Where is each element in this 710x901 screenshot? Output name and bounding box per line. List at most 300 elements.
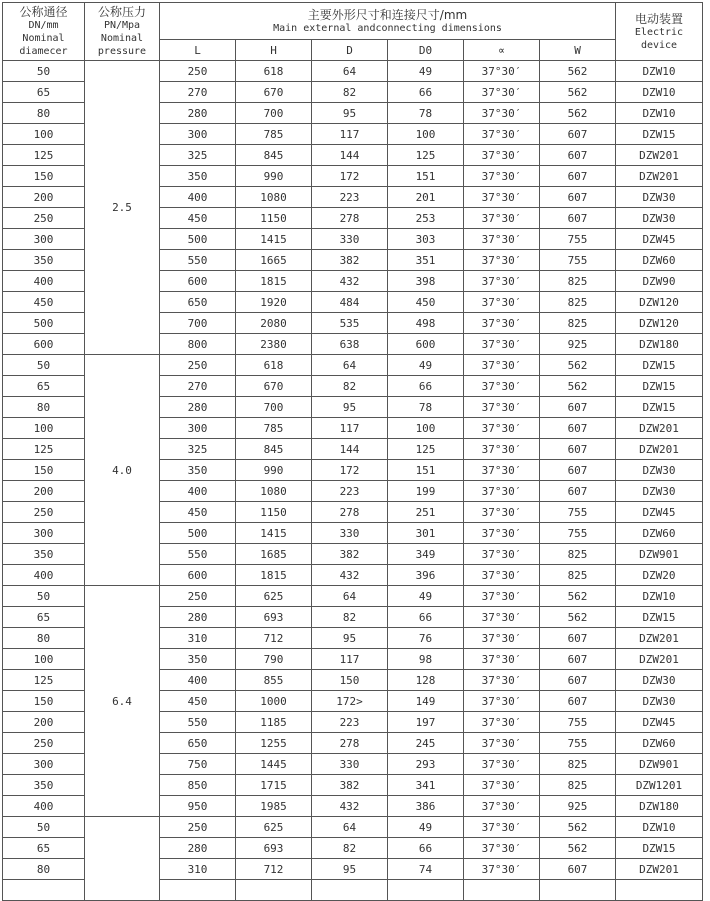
header-pn-unit: PN/Mpa — [103, 20, 141, 31]
cell-d0: 74 — [388, 859, 464, 880]
cell-l: 650 — [160, 292, 236, 313]
cell-h: 1150 — [236, 502, 312, 523]
cell-d: 638 — [312, 334, 388, 355]
cell-w: 607 — [540, 187, 616, 208]
cell-h: 2080 — [236, 313, 312, 334]
cell-l: 280 — [160, 103, 236, 124]
cell-d0: 66 — [388, 607, 464, 628]
cell-d: 82 — [312, 376, 388, 397]
cell-angle: 37°30′ — [464, 544, 540, 565]
table-row — [3, 355, 703, 376]
cell-angle: 37°30′ — [464, 124, 540, 145]
cell-angle: 37°30′ — [464, 229, 540, 250]
cell-h: 1415 — [236, 229, 312, 250]
cell-d0: 351 — [388, 250, 464, 271]
cell-d: 484 — [312, 292, 388, 313]
cell-angle: 37°30′ — [464, 166, 540, 187]
cell-w: 607 — [540, 481, 616, 502]
cell-h: 670 — [236, 82, 312, 103]
cell-d: 278 — [312, 502, 388, 523]
cell-d0: 49 — [388, 355, 464, 376]
cell-angle: 37°30′ — [464, 418, 540, 439]
cell-l: 650 — [160, 733, 236, 754]
cell-dn: 200 — [3, 481, 85, 502]
cell-d: 64 — [312, 586, 388, 607]
cell-dn: 350 — [3, 544, 85, 565]
cell-d: 535 — [312, 313, 388, 334]
cell-device: DZW10 — [616, 817, 703, 838]
cell-device: DZW45 — [616, 229, 703, 250]
cell-w: 755 — [540, 229, 616, 250]
cell-l: 800 — [160, 334, 236, 355]
cell-d0: 450 — [388, 292, 464, 313]
cell-d: 144 — [312, 145, 388, 166]
cell-h: 855 — [236, 670, 312, 691]
cell-device: DZW30 — [616, 460, 703, 481]
cell-angle: 37°30′ — [464, 313, 540, 334]
cell-dn: 350 — [3, 775, 85, 796]
cell-l: 550 — [160, 544, 236, 565]
cell-dn: 50 — [3, 586, 85, 607]
cell-d: 330 — [312, 754, 388, 775]
cell-d: 64 — [312, 355, 388, 376]
cell-dn: 200 — [3, 187, 85, 208]
cell-d0: 498 — [388, 313, 464, 334]
cell-l: 350 — [160, 166, 236, 187]
cell-w: 755 — [540, 250, 616, 271]
cell-h: 1080 — [236, 481, 312, 502]
cell-d0: 66 — [388, 82, 464, 103]
cell-device: DZW90 — [616, 271, 703, 292]
cell-l: 325 — [160, 145, 236, 166]
cell-device: DZW10 — [616, 61, 703, 82]
cell-w: 607 — [540, 124, 616, 145]
cell-w: 607 — [540, 397, 616, 418]
cell-l: 500 — [160, 523, 236, 544]
cell-h: 625 — [236, 586, 312, 607]
cell-dn: 500 — [3, 313, 85, 334]
cell-d: 95 — [312, 859, 388, 880]
cell-device: DZW201 — [616, 859, 703, 880]
cell-dn: 65 — [3, 607, 85, 628]
cell-h: 1000 — [236, 691, 312, 712]
cell-h: 625 — [236, 817, 312, 838]
cell-device: DZW15 — [616, 124, 703, 145]
cell-d0: 151 — [388, 166, 464, 187]
cell-w: 607 — [540, 145, 616, 166]
cell-device: DZW201 — [616, 166, 703, 187]
cell-dn: 65 — [3, 838, 85, 859]
cell-h: 712 — [236, 628, 312, 649]
cell-d0: 251 — [388, 502, 464, 523]
cell-w: 562 — [540, 376, 616, 397]
cell-d: 64 — [312, 61, 388, 82]
cell-w — [540, 880, 616, 901]
cell-h: 1665 — [236, 250, 312, 271]
cell-l: 750 — [160, 754, 236, 775]
cell-w: 755 — [540, 712, 616, 733]
cell-pressure: 2.5 — [85, 61, 160, 355]
cell-device: DZW30 — [616, 481, 703, 502]
cell-d0: 100 — [388, 124, 464, 145]
cell-device: DZW15 — [616, 397, 703, 418]
cell-angle: 37°30′ — [464, 481, 540, 502]
cell-angle: 37°30′ — [464, 628, 540, 649]
cell-dn: 150 — [3, 691, 85, 712]
header-dims-en: Main external andconnecting dimensions — [273, 22, 502, 34]
cell-d0: 245 — [388, 733, 464, 754]
cell-w: 825 — [540, 292, 616, 313]
header-dev-en2: device — [640, 39, 678, 51]
cell-d: 278 — [312, 208, 388, 229]
cell-w: 755 — [540, 733, 616, 754]
cell-angle: 37°30′ — [464, 61, 540, 82]
cell-d: 172 — [312, 460, 388, 481]
cell-dn: 80 — [3, 859, 85, 880]
cell-dn: 250 — [3, 502, 85, 523]
cell-device: DZW901 — [616, 754, 703, 775]
cell-device: DZW15 — [616, 838, 703, 859]
cell-d0: 66 — [388, 838, 464, 859]
cell-l: 300 — [160, 418, 236, 439]
cell-dn: 80 — [3, 103, 85, 124]
cell-device: DZW201 — [616, 418, 703, 439]
cell-device: DZW15 — [616, 607, 703, 628]
cell-angle: 37°30′ — [464, 145, 540, 166]
cell-device: DZW60 — [616, 523, 703, 544]
cell-device: DZW20 — [616, 565, 703, 586]
cell-d0: 49 — [388, 586, 464, 607]
cell-angle: 37°30′ — [464, 565, 540, 586]
cell-dn: 65 — [3, 82, 85, 103]
cell-w: 562 — [540, 61, 616, 82]
cell-dn: 150 — [3, 460, 85, 481]
subheader-d: D — [312, 40, 388, 61]
cell-l: 950 — [160, 796, 236, 817]
cell-d0: 341 — [388, 775, 464, 796]
header-dimensions — [160, 3, 616, 40]
cell-d0: 76 — [388, 628, 464, 649]
cell-angle: 37°30′ — [464, 649, 540, 670]
cell-d: 95 — [312, 628, 388, 649]
cell-d0: 197 — [388, 712, 464, 733]
cell-h: 693 — [236, 607, 312, 628]
cell-angle: 37°30′ — [464, 586, 540, 607]
cell-dn: 200 — [3, 712, 85, 733]
cell-device — [616, 880, 703, 901]
header-dn-zh: 公称通径 — [19, 5, 68, 19]
cell-l: 280 — [160, 607, 236, 628]
cell-dn: 125 — [3, 439, 85, 460]
cell-w: 607 — [540, 649, 616, 670]
cell-d0: 303 — [388, 229, 464, 250]
cell-angle: 37°30′ — [464, 733, 540, 754]
cell-d0: 149 — [388, 691, 464, 712]
cell-d: 64 — [312, 817, 388, 838]
cell-device: DZW120 — [616, 292, 703, 313]
cell-angle: 37°30′ — [464, 103, 540, 124]
cell-d: 150 — [312, 670, 388, 691]
cell-dn: 50 — [3, 61, 85, 82]
cell-d0: 301 — [388, 523, 464, 544]
cell-dn: 100 — [3, 649, 85, 670]
cell-dn: 50 — [3, 355, 85, 376]
cell-l: 270 — [160, 376, 236, 397]
cell-l: 250 — [160, 586, 236, 607]
cell-l: 500 — [160, 229, 236, 250]
cell-d0: 349 — [388, 544, 464, 565]
table-row — [3, 817, 703, 838]
cell-w: 825 — [540, 754, 616, 775]
cell-dn: 80 — [3, 397, 85, 418]
cell-angle: 37°30′ — [464, 250, 540, 271]
cell-angle: 37°30′ — [464, 376, 540, 397]
cell-h: 1415 — [236, 523, 312, 544]
header-dev-en: Electric — [634, 26, 684, 38]
cell-h: 670 — [236, 376, 312, 397]
cell-d: 172 — [312, 166, 388, 187]
cell-d: 82 — [312, 82, 388, 103]
cell-w: 607 — [540, 439, 616, 460]
cell-dn — [3, 880, 85, 901]
cell-w: 607 — [540, 691, 616, 712]
cell-dn: 400 — [3, 565, 85, 586]
cell-w: 755 — [540, 523, 616, 544]
cell-h: 1080 — [236, 187, 312, 208]
header-nominal-pressure — [85, 3, 160, 61]
cell-angle: 37°30′ — [464, 502, 540, 523]
cell-l: 300 — [160, 124, 236, 145]
header-electric-device — [616, 3, 703, 61]
cell-device: DZW180 — [616, 334, 703, 355]
cell-d: 223 — [312, 712, 388, 733]
cell-h: 1445 — [236, 754, 312, 775]
cell-d: 117 — [312, 418, 388, 439]
header-pn-zh: 公称压力 — [97, 5, 146, 19]
cell-angle: 37°30′ — [464, 82, 540, 103]
cell-angle: 37°30′ — [464, 397, 540, 418]
cell-angle: 37°30′ — [464, 523, 540, 544]
cell-d0 — [388, 880, 464, 901]
cell-dn: 50 — [3, 817, 85, 838]
cell-h: 990 — [236, 460, 312, 481]
cell-d: 117 — [312, 124, 388, 145]
cell-dn: 100 — [3, 124, 85, 145]
header-dev-zh: 电动装置 — [634, 11, 683, 26]
cell-angle: 37°30′ — [464, 754, 540, 775]
cell-l: 250 — [160, 61, 236, 82]
cell-l: 270 — [160, 82, 236, 103]
cell-d: 95 — [312, 103, 388, 124]
cell-dn: 65 — [3, 376, 85, 397]
cell-dn: 125 — [3, 670, 85, 691]
cell-angle: 37°30′ — [464, 460, 540, 481]
cell-device: DZW30 — [616, 208, 703, 229]
cell-angle: 37°30′ — [464, 334, 540, 355]
cell-device: DZW15 — [616, 355, 703, 376]
cell-w: 562 — [540, 355, 616, 376]
cell-h: 1715 — [236, 775, 312, 796]
cell-h: 1815 — [236, 271, 312, 292]
cell-l: 325 — [160, 439, 236, 460]
cell-l: 450 — [160, 208, 236, 229]
cell-device: DZW201 — [616, 439, 703, 460]
cell-d0: 66 — [388, 376, 464, 397]
cell-d: 172> — [312, 691, 388, 712]
cell-d: 223 — [312, 481, 388, 502]
cell-device: DZW30 — [616, 691, 703, 712]
cell-l: 400 — [160, 670, 236, 691]
cell-pressure — [85, 817, 160, 901]
cell-device: DZW10 — [616, 586, 703, 607]
cell-d: 223 — [312, 187, 388, 208]
cell-d: 82 — [312, 607, 388, 628]
cell-h: 618 — [236, 61, 312, 82]
header-pn-en2: pressure — [97, 46, 147, 57]
cell-dn: 80 — [3, 628, 85, 649]
cell-d0: 78 — [388, 103, 464, 124]
header-nominal-diameter — [3, 3, 85, 61]
cell-d0: 199 — [388, 481, 464, 502]
cell-w: 755 — [540, 502, 616, 523]
header-dn-unit: DN/mm — [28, 20, 59, 31]
cell-w: 825 — [540, 775, 616, 796]
cell-d0: 398 — [388, 271, 464, 292]
cell-w: 562 — [540, 586, 616, 607]
cell-w: 825 — [540, 565, 616, 586]
cell-dn: 300 — [3, 754, 85, 775]
cell-h — [236, 880, 312, 901]
cell-l: 450 — [160, 691, 236, 712]
cell-l: 280 — [160, 838, 236, 859]
cell-device: DZW201 — [616, 145, 703, 166]
cell-h: 785 — [236, 418, 312, 439]
cell-l: 350 — [160, 460, 236, 481]
table-body — [3, 61, 703, 901]
cell-device: DZW60 — [616, 250, 703, 271]
cell-dn: 250 — [3, 733, 85, 754]
cell-h: 845 — [236, 439, 312, 460]
cell-d: 82 — [312, 838, 388, 859]
cell-w: 562 — [540, 82, 616, 103]
cell-l: 550 — [160, 712, 236, 733]
cell-d0: 600 — [388, 334, 464, 355]
cell-d: 382 — [312, 775, 388, 796]
cell-angle: 37°30′ — [464, 187, 540, 208]
cell-w: 925 — [540, 796, 616, 817]
cell-h: 2380 — [236, 334, 312, 355]
cell-dn: 300 — [3, 523, 85, 544]
cell-dn: 450 — [3, 292, 85, 313]
cell-l: 350 — [160, 649, 236, 670]
cell-h: 990 — [236, 166, 312, 187]
cell-w: 562 — [540, 607, 616, 628]
subheader-angle: ∝ — [464, 40, 540, 61]
cell-device: DZW120 — [616, 313, 703, 334]
cell-d: 432 — [312, 565, 388, 586]
subheader-w: W — [540, 40, 616, 61]
cell-w: 562 — [540, 103, 616, 124]
cell-d0: 100 — [388, 418, 464, 439]
cell-d0: 386 — [388, 796, 464, 817]
cell-device: DZW1201 — [616, 775, 703, 796]
cell-device: DZW10 — [616, 82, 703, 103]
cell-l: 600 — [160, 565, 236, 586]
cell-d0: 49 — [388, 61, 464, 82]
cell-d: 432 — [312, 271, 388, 292]
cell-angle: 37°30′ — [464, 355, 540, 376]
cell-d — [312, 880, 388, 901]
cell-h: 1685 — [236, 544, 312, 565]
cell-h: 1985 — [236, 796, 312, 817]
cell-l: 700 — [160, 313, 236, 334]
cell-device: DZW60 — [616, 733, 703, 754]
cell-device: DZW180 — [616, 796, 703, 817]
cell-h: 1920 — [236, 292, 312, 313]
cell-angle: 37°30′ — [464, 439, 540, 460]
cell-l: 250 — [160, 817, 236, 838]
cell-d0: 293 — [388, 754, 464, 775]
cell-d: 117 — [312, 649, 388, 670]
cell-h: 1815 — [236, 565, 312, 586]
cell-angle: 37°30′ — [464, 292, 540, 313]
cell-d0: 125 — [388, 439, 464, 460]
cell-d0: 78 — [388, 397, 464, 418]
cell-angle: 37°30′ — [464, 691, 540, 712]
cell-h: 790 — [236, 649, 312, 670]
cell-w: 607 — [540, 628, 616, 649]
cell-d: 382 — [312, 250, 388, 271]
cell-angle: 37°30′ — [464, 796, 540, 817]
cell-dn: 100 — [3, 418, 85, 439]
table-row — [3, 586, 703, 607]
subheader-l: L — [160, 40, 236, 61]
cell-angle: 37°30′ — [464, 859, 540, 880]
cell-d0: 128 — [388, 670, 464, 691]
cell-device: DZW30 — [616, 187, 703, 208]
cell-dn: 400 — [3, 796, 85, 817]
cell-d: 432 — [312, 796, 388, 817]
header-dn-en: Nominal — [22, 33, 65, 44]
cell-d: 330 — [312, 523, 388, 544]
cell-d0: 49 — [388, 817, 464, 838]
cell-l: 450 — [160, 502, 236, 523]
cell-w: 607 — [540, 166, 616, 187]
cell-l — [160, 880, 236, 901]
cell-h: 700 — [236, 397, 312, 418]
cell-angle: 37°30′ — [464, 817, 540, 838]
cell-device: DZW901 — [616, 544, 703, 565]
cell-angle: 37°30′ — [464, 208, 540, 229]
cell-angle — [464, 880, 540, 901]
cell-w: 825 — [540, 271, 616, 292]
cell-l: 400 — [160, 481, 236, 502]
cell-w: 825 — [540, 313, 616, 334]
cell-l: 400 — [160, 187, 236, 208]
cell-h: 1150 — [236, 208, 312, 229]
cell-device: DZW10 — [616, 103, 703, 124]
cell-h: 618 — [236, 355, 312, 376]
cell-w: 562 — [540, 817, 616, 838]
cell-device: DZW201 — [616, 628, 703, 649]
cell-d0: 253 — [388, 208, 464, 229]
subheader-d0: D0 — [388, 40, 464, 61]
cell-w: 925 — [540, 334, 616, 355]
cell-d0: 98 — [388, 649, 464, 670]
cell-angle: 37°30′ — [464, 838, 540, 859]
cell-l: 850 — [160, 775, 236, 796]
cell-h: 1255 — [236, 733, 312, 754]
